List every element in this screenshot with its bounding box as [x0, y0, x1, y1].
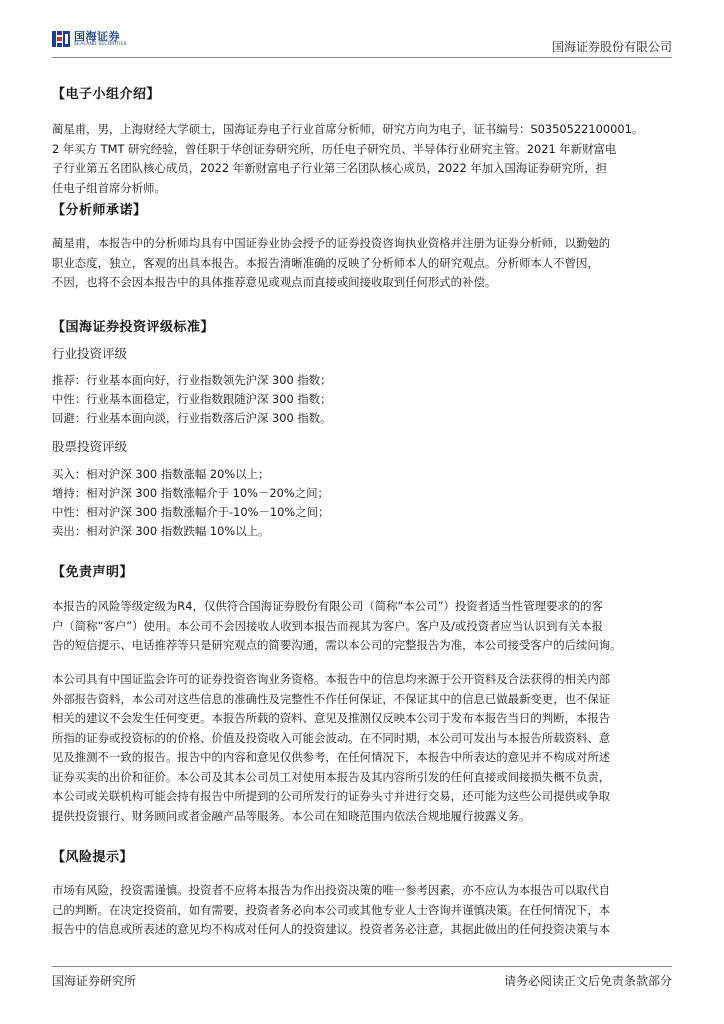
- disclaimer-line: 户（简称“客户”）使用。本公司不会因接收人收到本报告而视其为客户。客户及/或投资者应当认识到有关本报: [52, 618, 604, 633]
- disclaimer-paragraph-2: [52, 670, 672, 826]
- industry-rating-item: 中性：行业基本面稳定，行业指数跟随沪深 300 指数；: [52, 392, 332, 406]
- team-line: 任电子组首席分析师。: [52, 180, 166, 195]
- team-line: 子行业第五名团队核心成员，2022 年新财富电子行业第三名团队核心成员，2022 年加入国海证券研究所，担: [52, 161, 608, 175]
- disclaimer-line: 提供投资银行、财务顾问或者金融产品等服务。本公司在知晓范围内依法合规地履行披露义务。: [52, 808, 531, 823]
- pledge-paragraph: [52, 234, 672, 293]
- disclaimer-line: 所指的证券或投资标的的价格、价值及投资收入可能会波动。在不同时期，本公司可发出与本报告所载资料、意: [52, 730, 611, 745]
- pledge-line: 职业态度，独立，客观的出具本报告。本报告清晰准确的反映了分析师本人的研究观点。分析师本人不曾因，: [52, 255, 599, 270]
- header-divider: [52, 57, 672, 58]
- risk-line: 市场有风险，投资需谨慎。投资者不应将本报告为作出投资决策的唯一参考因素，亦不应认为本报告可以取代自: [52, 883, 611, 897]
- footer-disclaimer-note: 请务必阅读正文后免责条款部分: [503, 974, 672, 988]
- rating-section-title: 【国海证券投资评级标准】: [52, 320, 215, 335]
- stock-rating-heading: 股票投资评级: [52, 439, 128, 454]
- stock-rating-item: 卖出：相对沪深 300 指数跌幅 10%以上。: [52, 524, 270, 538]
- disclaimer-line: 本报告的风险等级定级为R4，仅供符合国海证券股份有限公司（简称“本公司”）投资者适当性管理要求的的客: [52, 599, 603, 613]
- disclaimer-line: 见及推测不一致的报告。报告中的内容和意见仅供参考，在任何情况下，本报告中所表达的意见并不构成对所述: [52, 750, 611, 764]
- disclaimer-line: 相关的建议不会发生任何变更。本报告所载的资料、意见及推测仅反映本公司于发布本报告当日的判断，本报告: [52, 711, 611, 725]
- disclaimer-section-title: 【免责声明】: [52, 565, 134, 580]
- sealand-logo-icon: [52, 30, 70, 48]
- pledge-line: 蔺星甫，本报告中的分析师均具有中国证券业协会授予的证券投资咨询执业资格并注册为证券分析师，以勤勉的: [52, 236, 611, 250]
- team-line: 蔺星甫，男，上海财经大学硕士，国海证券电子行业首席分析师，研究方向为电子，证书编号：S0350522100001。: [52, 122, 644, 136]
- team-section-title: 【电子小组介绍】: [52, 87, 161, 102]
- stock-rating-item: 增持：相对沪深 300 指数涨幅介于 10%－20%之间；: [52, 486, 329, 500]
- risk-section-title: 【风险提示】: [52, 850, 134, 865]
- disclaimer-line: 外部报告资料，本公司对这些信息的准确性及完整性不作任何保证，不保证其中的信息已做最新变更，也不保证: [52, 691, 611, 706]
- logo-chinese-name: 国海证券: [74, 29, 120, 43]
- pledge-section-title: 【分析师承诺】: [52, 203, 147, 218]
- footer-divider: [52, 966, 672, 967]
- industry-rating-item: 回避：行业基本面向淡，行业指数落后沪深 300 指数。: [52, 411, 332, 425]
- industry-rating-heading: 行业投资评级: [52, 346, 128, 361]
- stock-rating-item: 中性：相对沪深 300 指数涨幅介于-10%－10%之间；: [52, 505, 330, 519]
- company-logo: [52, 30, 127, 48]
- industry-rating-item: 推荐：行业基本面向好，行业指数领先沪深 300 指数；: [52, 373, 332, 387]
- disclaimer-line: 告的短信提示、电话推荐等只是研究观点的简要沟通，需以本公司的完整报告为准，本公司接受客户的后续问询。: [52, 638, 622, 652]
- page-header: [0, 0, 724, 58]
- risk-line: 己的判断。在决定投资前，如有需要，投资者务必向本公司或其他专业人士咨询并谨慎决策。在任何情况下，本: [52, 902, 611, 917]
- footer-institute: 国海证券研究所: [52, 974, 137, 988]
- pledge-line: 不因，也将不会因本报告中的具体推荐意见或观点而直接或间接收取到任何形式的补偿。: [52, 275, 497, 289]
- logo-english-name: SEALAND SECURITIES: [74, 41, 127, 47]
- disclaimer-line: 本公司或关联机构可能会持有报告中所提到的公司所发行的证券头寸并进行交易，还可能为这些公司提供或争取: [52, 789, 611, 803]
- team-intro-paragraph: [52, 120, 672, 198]
- disclaimer-paragraph-1: [52, 597, 672, 656]
- disclaimer-line: 本公司具有中国证监会许可的证券投资咨询业务资格。本报告中的信息均来源于公开资料及合法获得的相关内部: [52, 672, 611, 686]
- risk-paragraph: [52, 881, 672, 940]
- stock-rating-item: 买入：相对沪深 300 指数涨幅 20%以上；: [52, 467, 270, 481]
- disclaimer-line: 证券买卖的出价和征价。本公司及其本公司员工对使用本报告及其内容所引发的任何直接或间接损失概不负责，: [52, 769, 611, 784]
- team-line: 2 年买方 TMT 研究经验，曾任职于华创证券研究所，历任电子研究员、半导体行业研究主管。2021 年新财富电: [52, 141, 617, 156]
- risk-line: 报告中的信息或所表述的意见均不构成对任何人的投资建议。投资者务必注意，其据此做出的任何投资决策与本: [52, 922, 611, 936]
- company-name: 国海证券股份有限公司: [551, 40, 672, 54]
